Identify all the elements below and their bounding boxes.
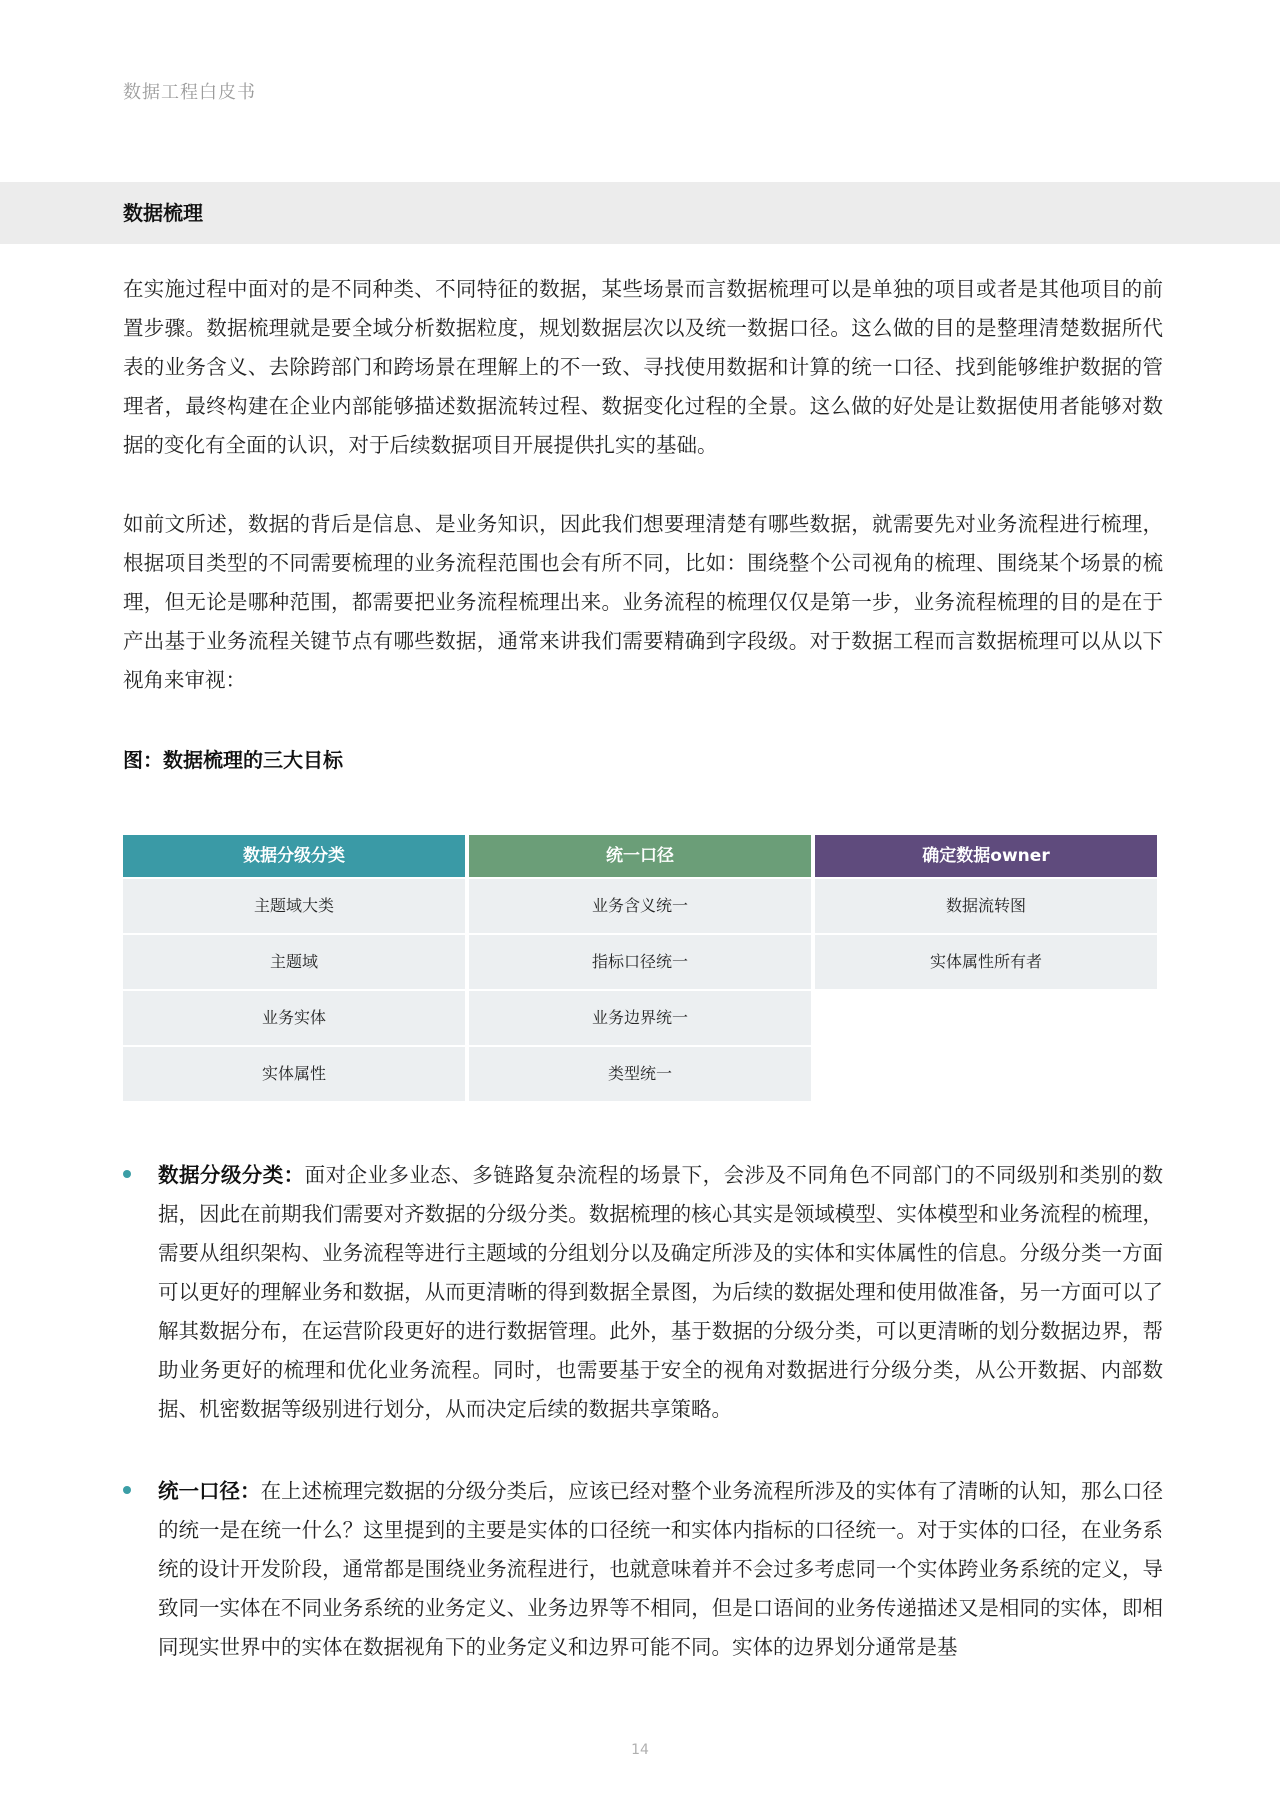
- goal-column-unified-caliber: [469, 835, 811, 1103]
- bullet-dot-icon: [123, 1170, 131, 1178]
- section-header-band: [0, 182, 1280, 244]
- column-header: 确定数据owner: [815, 835, 1157, 877]
- bullet-text: [158, 1472, 1163, 1667]
- goal-column-data-owner: [815, 835, 1157, 991]
- bullet-term: 数据分级分类：: [158, 1163, 305, 1187]
- table-cell: 实体属性: [123, 1047, 465, 1101]
- bullet-term: 统一口径：: [158, 1479, 261, 1503]
- section-title: 数据梳理: [123, 201, 203, 225]
- paragraph-intro: 在实施过程中面对的是不同种类、不同特征的数据，某些场景而言数据梳理可以是单独的项目或者是其他项目的前置步骤。数据梳理就是要全域分析数据粒度，规划数据层次以及统一数据口径。这么做的目的是整理清楚数据所代表的业务含义、去除跨部门和跨场景在理解上的不一致、寻找使用数据和计算的统一口径、找到能够维护数据的管理者，最终构建在企业内部能够描述数据流转过程、数据变化过程的全景。这么做的好处是让数据使用者能够对数据的变化有全面的认识，对于后续数据项目开展提供扎实的基础。: [123, 277, 1163, 457]
- column-header: 统一口径: [469, 835, 811, 877]
- figure-caption: 图：数据梳理的三大目标: [123, 748, 343, 772]
- table-cell: 业务实体: [123, 991, 465, 1045]
- table-cell: 业务含义统一: [469, 879, 811, 933]
- page-number: 14: [631, 1742, 649, 1758]
- table-cell: 实体属性所有者: [815, 935, 1157, 989]
- column-header: 数据分级分类: [123, 835, 465, 877]
- table-cell: 主题域: [123, 935, 465, 989]
- goal-column-classification: [123, 835, 465, 1103]
- table-cell: 业务边界统一: [469, 991, 811, 1045]
- bullet-body: 面对企业多业态、多链路复杂流程的场景下，会涉及不同角色不同部门的不同级别和类别的数据，因此在前期我们需要对齐数据的分级分类。数据梳理的核心其实是领域模型、实体模型和业务流程的梳理，需要从组织架构、业务流程等进行主题域的分组划分以及确定所涉及的实体和实体属性的信息。分级分类一方面可以更好的理解业务和数据，从而更清晰的得到数据全景图，为后续的数据处理和使用做准备，另一方面可以了解其数据分布，在运营阶段更好的进行数据管理。此外，基于数据的分级分类，可以更清晰的划分数据边界，帮助业务更好的梳理和优化业务流程。同时，也需要基于安全的视角对数据进行分级分类，从公开数据、内部数据、机密数据等级别进行划分，从而决定后续的数据共享策略。: [158, 1163, 1164, 1421]
- running-header: 数据工程白皮书: [123, 82, 256, 103]
- table-cell: 指标口径统一: [469, 935, 811, 989]
- table-cell: 数据流转图: [815, 879, 1157, 933]
- table-cell: 类型统一: [469, 1047, 811, 1101]
- table-cell: 主题域大类: [123, 879, 465, 933]
- bullet-text: [158, 1156, 1163, 1429]
- bullet-dot-icon: [123, 1486, 131, 1494]
- bullet-body: 在上述梳理完数据的分级分类后，应该已经对整个业务流程所涉及的实体有了清晰的认知，那么口径的统一是在统一什么？这里提到的主要是实体的口径统一和实体内指标的口径统一。对于实体的口径，在业务系统的设计开发阶段，通常都是围绕业务流程进行，也就意味着并不会过多考虑同一个实体跨业务系统的定义，导致同一实体在不同业务系统的业务定义、业务边界等不相同，但是口语间的业务传递描述又是相同的实体，即相同现实世界中的实体在数据视角下的业务定义和边界可能不同。实体的边界划分通常是基: [158, 1479, 1164, 1659]
- paragraph-context: 如前文所述，数据的背后是信息、是业务知识，因此我们想要理清楚有哪些数据，就需要先对业务流程进行梳理，根据项目类型的不同需要梳理的业务流程范围也会有所不同，比如：围绕整个公司视角的梳理、围绕某个场景的梳理，但无论是哪种范围，都需要把业务流程梳理出来。业务流程的梳理仅仅是第一步，业务流程梳理的目的是在于产出基于业务流程关键节点有哪些数据，通常来讲我们需要精确到字段级。对于数据工程而言数据梳理可以从以下视角来审视：: [123, 512, 1163, 692]
